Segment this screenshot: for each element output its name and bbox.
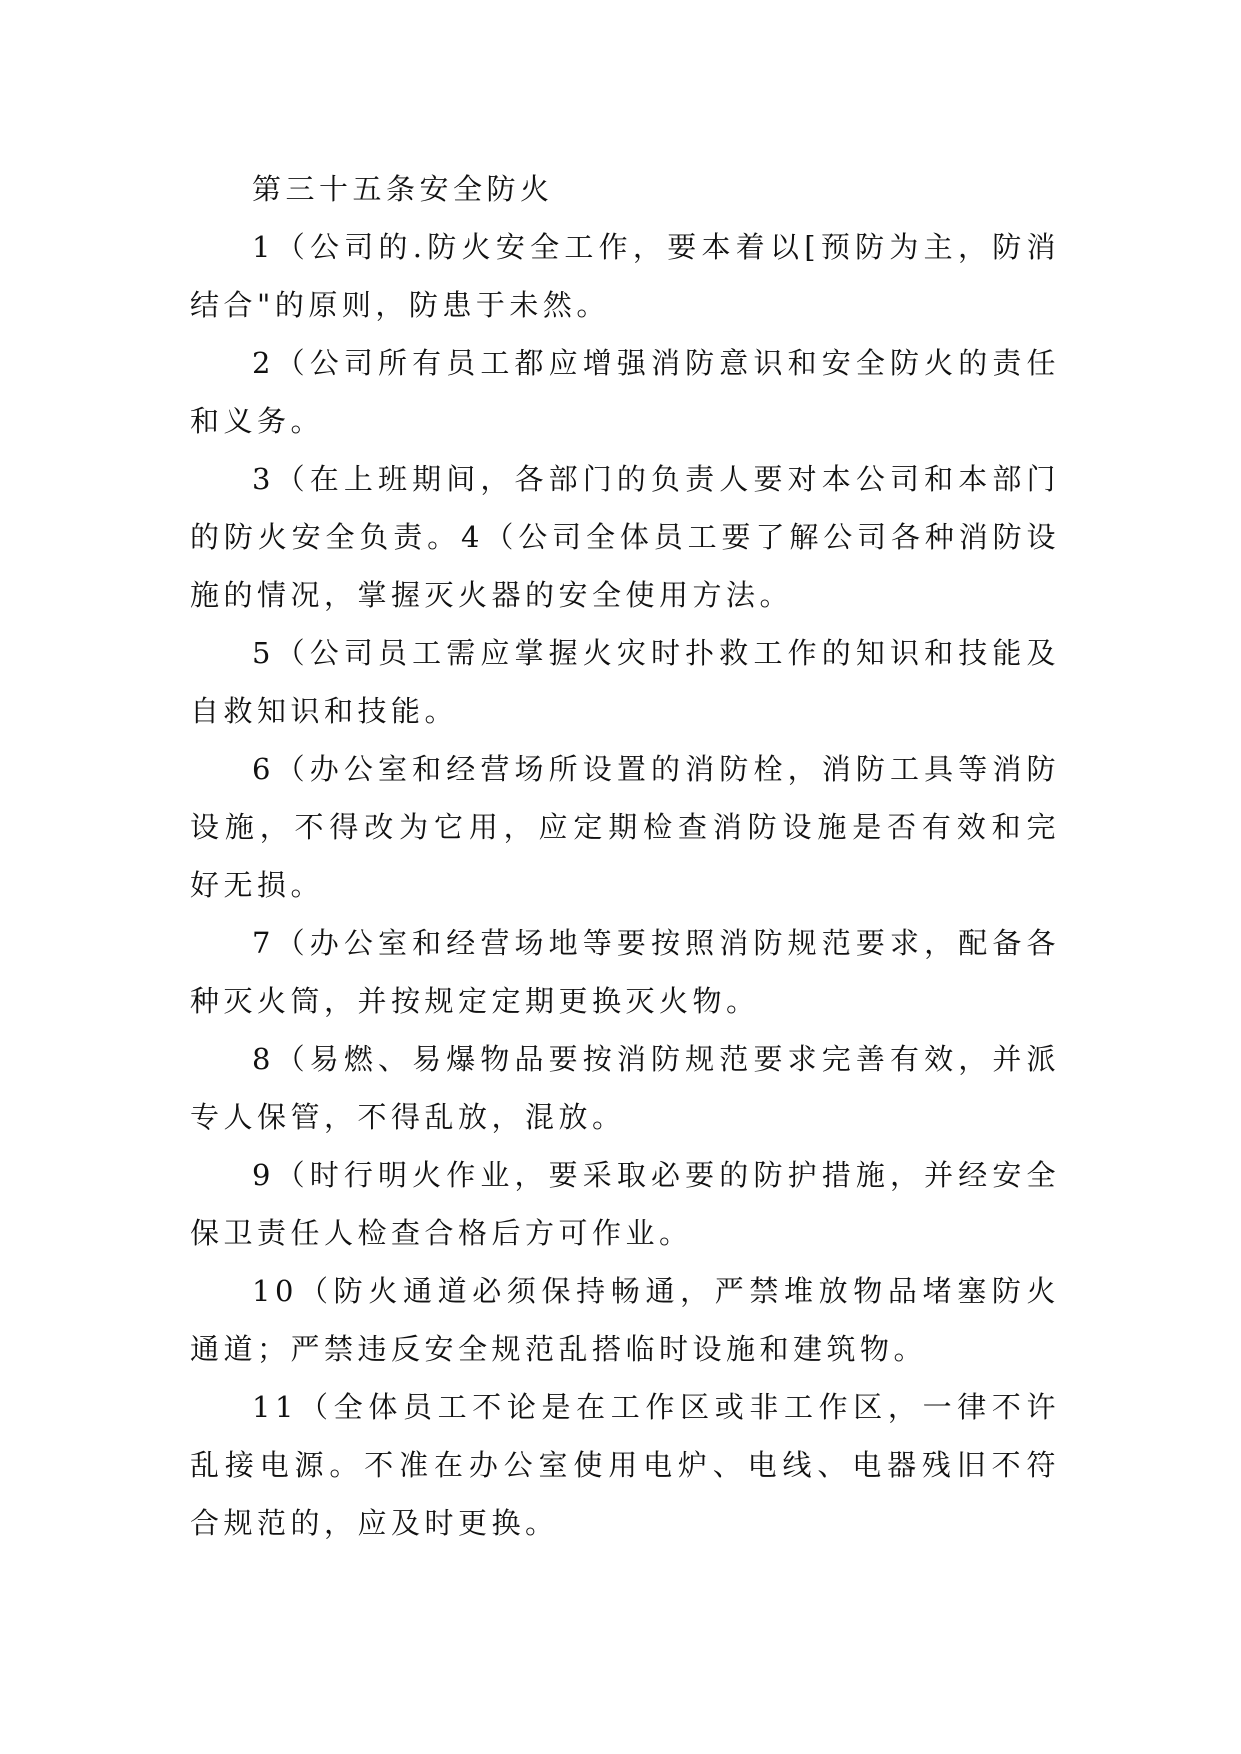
paragraph-11: 11（全体员工不论是在工作区或非工作区，一律不许乱接电源。不准在办公室使用电炉、电线、电器残旧不符合规范的，应及时更换。	[190, 1390, 1060, 1540]
paragraph-8: 8（易燃、易爆物品要按消防规范要求完善有效，并派专人保管，不得乱放，混放。	[190, 1042, 1060, 1134]
paragraph-5: 5（公司员工需应掌握火灾时扑救工作的知识和技能及自救知识和技能。	[190, 636, 1060, 728]
paragraph-9: 9（时行明火作业，要采取必要的防护措施，并经安全保卫责任人检查合格后方可作业。	[190, 1158, 1060, 1250]
document-page	[190, 160, 1060, 1552]
article-heading: 第三十五条安全防火	[252, 172, 554, 206]
paragraph-6: 6（办公室和经营场所设置的消防栓，消防工具等消防设施，不得改为它用，应定期检查消防设施是否有效和完好无损。	[190, 752, 1060, 902]
paragraph-2: 2（公司所有员工都应增强消防意识和安全防火的责任和义务。	[190, 346, 1060, 438]
paragraph-7: 7（办公室和经营场地等要按照消防规范要求，配备各种灭火筒，并按规定定期更换灭火物。	[190, 926, 1060, 1018]
paragraph-1: 1（公司的.防火安全工作，要本着以[预防为主，防消结合"的原则，防患于未然。	[190, 230, 1060, 322]
paragraph-10: 10（防火通道必须保持畅通，严禁堆放物品堵塞防火通道；严禁违反安全规范乱搭临时设施和建筑物。	[190, 1274, 1060, 1366]
paragraph-3: 3（在上班期间，各部门的负责人要对本公司和本部门的防火安全负责。4（公司全体员工要了解公司各种消防设施的情况，掌握灭火器的安全使用方法。	[190, 462, 1060, 612]
